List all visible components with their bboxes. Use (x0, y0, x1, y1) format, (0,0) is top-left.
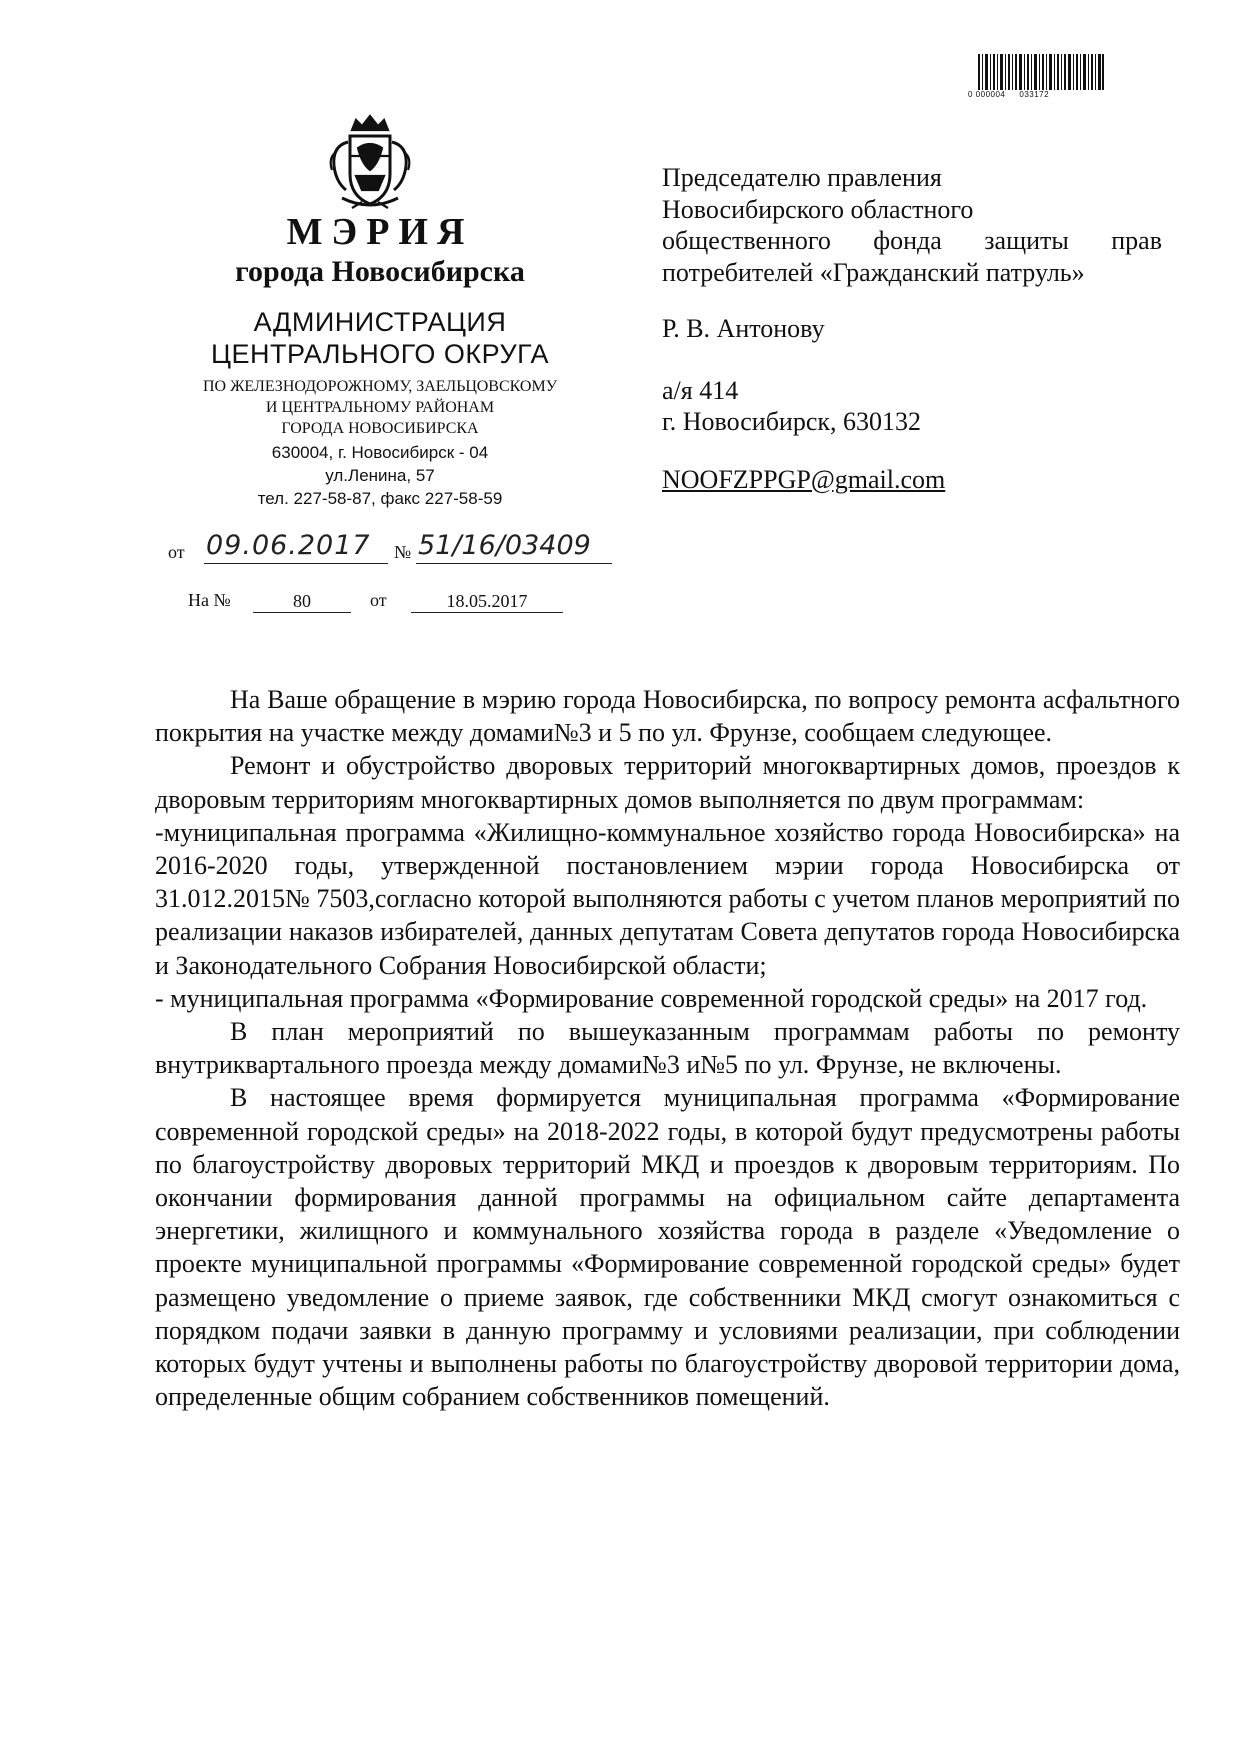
barcode-number (968, 90, 1108, 99)
addressee-block (662, 162, 1162, 495)
addressee-po-box: а/я 414 (662, 375, 739, 405)
reply-number-label: На № (188, 590, 231, 610)
document-barcode (968, 54, 1106, 100)
sender-block (160, 210, 600, 510)
outgoing-reference (168, 530, 608, 570)
sender-street: ул.Ленина, 57 (325, 466, 435, 485)
body-paragraph-3: -муниципальная программа «Жилищно-коммунальное хозяйство города Новосибирска» на 2016-2020 годы, утвержденной постановлением мэрии города Новосибирска от 31.012.2015№ 7503,согласно которой выполняются работы с учетом планов мероприятий по реализации наказов избирателей, данных депутатам Совета депутатов города Новосибирска и Законодательного Собрания Новосибирской области; (155, 817, 1180, 980)
outgoing-number-underline (416, 563, 612, 564)
body-paragraph-4: - муниципальная программа «Формирование современной городской среды» на 2017 год. (155, 983, 1148, 1013)
addressee-name: Р. В. Антонову (662, 314, 825, 343)
admin-line-1: АДМИНИСТРАЦИЯ (253, 307, 507, 337)
outgoing-date-label: от (168, 542, 185, 562)
body-paragraph-1: На Ваше обращение в мэрию города Новосибирска, по вопросу ремонта асфальтного покрытия на участке между домами№3 и 5 по ул. Фрунзе, сообщаем следующее. (155, 685, 1180, 748)
outgoing-number: 51/16/03409 (418, 530, 591, 561)
sender-city: города Новосибирска (235, 255, 525, 288)
barcode-digits-right: 033172 (1019, 90, 1050, 99)
body-paragraph-2: Ремонт и обустройство дворовых территорий многоквартирных домов, проездов к дворовым территориям многоквартирных домов выполняется по двум программам: (155, 751, 1180, 814)
district-line-2: И ЦЕНТРАЛЬНОМУ РАЙОНАМ (265, 399, 495, 416)
district-line-3: ГОРОДА НОВОСИБИРСКА (281, 420, 479, 437)
outgoing-date: 09.06.2017 (206, 530, 371, 561)
reply-date-label: от (370, 590, 387, 610)
district-line-1: ПО ЖЕЛЕЗНОДОРОЖНОМУ, ЗАЕЛЬЦОВСКОМУ (202, 378, 558, 395)
admin-line-2: ЦЕНТРАЛЬНОГО ОКРУГА (211, 339, 549, 369)
reply-reference (188, 590, 608, 620)
reply-date: 18.05.2017 (411, 590, 563, 613)
barcode-digits-left: 0 000004 (968, 90, 1006, 99)
body-paragraph-5: В план мероприятий по вышеуказанным программам работы по ремонту внутриквартального проезда между домами№3 и№5 по ул. Фрунзе, не включены. (155, 1017, 1180, 1080)
body-paragraph-6: В настоящее время формируется муниципальная программа «Формирование современной городской среды» на 2018-2022 годы, в которой будут предусмотрены работы по благоустройству дворовых территорий МКД и проездов к дворовым территориям. По окончании формирования данной программы на официальном сайте департамента энергетики, жилищного и коммунального хозяйства города в разделе «Уведомление о проекте муниципальной программы «Формирование современной городской среды» будет размещено уведомление о приеме заявок, где собственники МКД смогут ознакомиться с порядком подачи заявки в данную программу и условиями реализации, при соблюдении которых будут учтены и выполнены работы по благоустройству дворовой территории дома, определенные общим собранием собственников помещений. (155, 1083, 1180, 1412)
sender-postal-address: 630004, г. Новосибирск - 04 (271, 443, 489, 462)
addressee-email-link[interactable]: NOOFZPPGP@gmail.com (662, 464, 946, 494)
barcode-bars (978, 54, 1104, 90)
addressee-line-2: Новосибирского областного (662, 194, 974, 224)
addressee-line-1: Председателю правления (662, 163, 942, 192)
coat-of-arms-icon (322, 112, 418, 216)
letter-body (155, 683, 1180, 1413)
reply-number: 80 (253, 590, 351, 613)
outgoing-date-underline (204, 563, 388, 564)
addressee-city: г. Новосибирск, 630132 (662, 407, 922, 436)
outgoing-number-label: № (394, 542, 412, 562)
addressee-line-4: потребителей «Гражданский патруль» (662, 257, 1085, 287)
sender-phones: тел. 227-58-87, факс 227-58-59 (257, 489, 503, 508)
addressee-line-3: общественного фонда защиты прав (662, 226, 1162, 255)
sender-title: МЭРИЯ (286, 211, 474, 253)
